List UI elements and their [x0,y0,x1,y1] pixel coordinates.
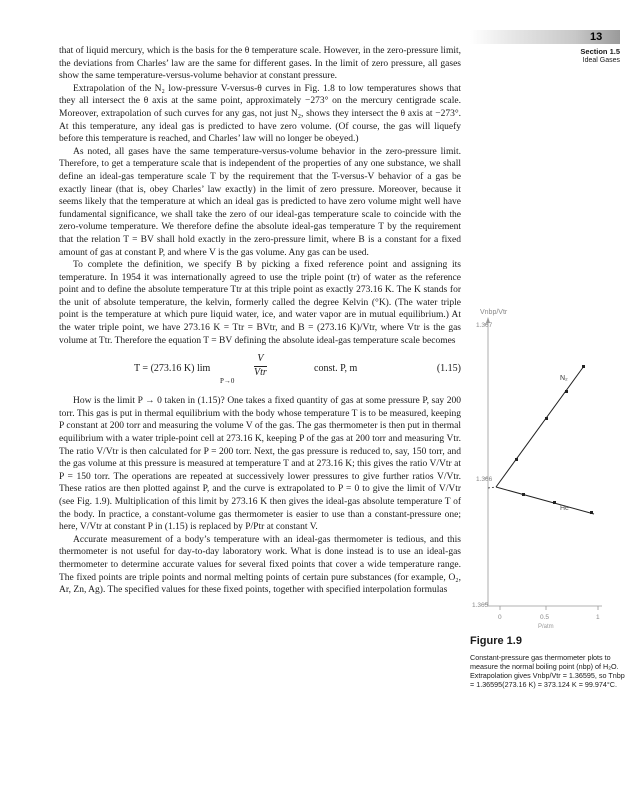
y-tick-label: 1.365 [472,602,489,609]
paragraph: As noted, all gases have the same temperature-versus-volume behavior in the zero-pressure limit. Therefore, to get a temperature scale that is independent of the properties of any one substance, we shall define an ideal-gas temperature scale T by the requirement that the T-versus-V behavior of a gas be exactly linear (that is, obey Charles’ law exactly) in the limit of zero pressure. Moreover, because it seems likely that the temperature at which an ideal gas is predicted to have zero volume might well have fundamental significance, we shall take the zero of our ideal-gas temperature scale to coincide with the zero-volume temperature. We therefore define the absolute ideal-gas temperature T by the requirement that the relation T = BV shall hold exactly in the zero-pressure limit, where B is a constant for a fixed amount of gas at constant P, and where V is the gas volume. Any gas can be used. [59,146,461,258]
x-tick-label: 0 [498,614,502,621]
limit-subscript: P→0 [220,377,235,386]
paragraph: that of liquid mercury, which is the basis for the θ temperature scale. However, in the zero-pressure limit, the deviations from Charles’ law are the same for different gases. In the limit of zero pressure, all gases show the same temperature-versus-volume behavior at constant pressure. [59,46,461,82]
section-number: Section 1.5 [580,47,620,56]
extrapolation-line [488,487,496,488]
x-axis-label: P/atm [538,624,554,630]
y-tick-label: 1.366 [476,476,493,483]
n2-label: N₂ [560,375,568,382]
figure-x-axis-labels [466,610,626,630]
equation-number: (1.15) [436,363,461,375]
page-number: 13 [590,31,603,43]
fraction-numerator: V [254,353,267,367]
equation-1-15 [59,349,461,393]
equation-fraction [254,353,267,379]
data-point [590,511,593,514]
figure-1-9-plot [466,296,626,616]
data-point [553,501,556,504]
y-tick-label: 1.367 [476,322,493,329]
data-point [565,390,568,393]
figure-caption-text: Constant-pressure gas thermometer plots to measure the normal boiling point (nbp) of H₂O. Extrapolation gives Vnbp/Vtr = 1.36595, so Tnbp = 1.36595(273.16 K) = 373.124 K = 99.974°C. [470,652,625,689]
paragraph: Accurate measurement of a body’s temperature with an ideal-gas thermometer is tedious, and this thermometer is not useful for day-to-day laboratory work. What is done instead is to use an ideal-gas thermometer to determine accurate values for several fixed points that cover a wide temperature range. The fixed points are triple points and normal melting points of certain pure substances (for example, O₂, Ar, Zn, Ag). The specified values for these fixed points, together with specified interpolation formulas [59,534,461,596]
data-point [515,458,518,461]
y-axis-label: Vnbp/Vtr [480,309,508,316]
data-point [522,493,525,496]
n2-line [496,366,584,487]
figure-caption [470,637,628,689]
x-tick-label: 0.5 [540,614,550,621]
body-text [59,45,461,597]
he-line [496,487,594,514]
he-label: He [560,505,569,512]
paragraph: How is the limit P → 0 taken in (1.15)? One takes a fixed quantity of gas at some pressure P, say 200 torr. This gas is put in thermal equilibrium with the body whose temperature T is to be measured, keeping P constant at 200 torr and measuring the volume V of the gas. The gas thermometer is then put in thermal equilibrium with a water triple-point cell at 273.16 K, keeping P of the gas at 200 torr and measuring Vtr. The ratio V/Vtr is then calculated for P = 200 torr. Next, the gas pressure is reduced to, say, 150 torr, and the gas volume at this pressure is measured at temperature T and at 273.16 K; this gives the ratio V/Vtr at P = 150 torr. The operations are repeated at successively lower pressures to give further ratios V/Vtr. These ratios are then plotted against P, and the curve is extrapolated to P = 0 to give the limit of V/Vtr (see Fig. 1.9). Multiplication of this limit by 273.16 K then gives the ideal-gas absolute temperature T of the body. In practice, a constant-volume gas thermometer is easier to use than a constant-pressure one; here, V/Vtr at constant P in (1.15) is replaced by P/Ptr at constant V. [59,396,461,533]
equation-lhs: T = (273.16 K) lim P→0 [134,363,210,376]
data-point [582,365,585,368]
equation-condition: const. P, m [314,363,358,375]
paragraph: To complete the definition, we specify B by picking a fixed reference point and assigning its temperature. In 1954 it was internationally agreed to use the triple point (tr) of water as the reference point and to define the absolute temperature Ttr at this triple point as exactly 273.16 K. The K stands for the unit of absolute temperature, the kelvin, formerly called the degree Kelvin (°K). (The water triple point is the temperature at which pure liquid water, ice, and water vapor are in mutual equilibrium.) At the water triple point, we have 273.16 K = Ttr = BVtr, and B = (273.16 K)/Vtr, where Vtr is the gas volume at Ttr. Therefore the equation T = BV defining the absolute ideal-gas temperature scale becomes [59,260,461,346]
x-tick-label: 1 [596,614,600,621]
paragraph: Extrapolation of the N₂ low-pressure V-versus-θ curves in Fig. 1.8 to low temperatures shows that they all intersect the θ axis at the same point, approximately −273° on the mercury centigrade scale. Moreover, extrapolation of such curves for any gas, not just N₂, shows they intersect the θ axis at −273°. At this temperature, any ideal gas is predicted to have zero volume. (Of course, the gas will liquefy before this temperature is reached, and Charles’ law will no longer be obeyed.) [59,83,461,145]
figure-title: Figure 1.9 [470,635,522,647]
data-point [545,417,548,420]
running-head [520,47,620,65]
section-title: Ideal Gases [582,57,620,64]
fraction-denominator: Vtr [254,366,267,378]
